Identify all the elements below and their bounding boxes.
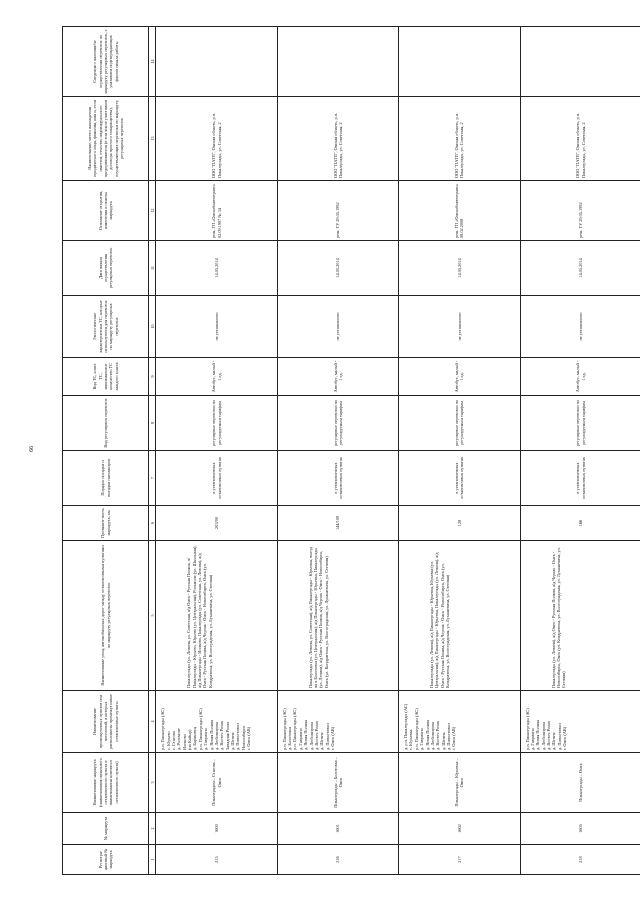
stop-item: д. Пиполтовки xyxy=(324,723,330,750)
table-row xyxy=(399,27,520,875)
route-info xyxy=(277,27,398,97)
stop-item: д. Ясная Поляна xyxy=(535,720,541,750)
reg-number: 216 xyxy=(277,845,398,875)
stop-item: с. Стасова xyxy=(171,731,177,750)
boarding-order: в установленных остановочных пунктах xyxy=(156,451,277,506)
column-number-row xyxy=(149,27,156,875)
route-name: Пикалергады – Юрьевка – Омск xyxy=(399,753,520,813)
stop-item: д. Восточ Ролах xyxy=(435,720,441,750)
stop-item: д. Шенем xyxy=(229,732,235,750)
vehicle-class: Автобус, малый - 1 ед. xyxy=(156,358,277,396)
table-row xyxy=(156,27,277,875)
stop-item: р.п. Пикалергады (АС) xyxy=(281,708,287,750)
stop-item: д. Гавриино xyxy=(529,728,535,750)
route-basis: реш. ТУ 29.05.1992 xyxy=(520,181,640,241)
stop-item: г. Омск (АВ) xyxy=(246,726,252,750)
header-cell: Вид ТС, класс ТС, максимальное количество ТС каждого класса xyxy=(63,358,149,396)
route-length: 128 xyxy=(399,506,520,541)
stop-item: (их Кайыр) xyxy=(187,729,193,750)
route-streets: Пикалергады (ул. Ленина), а/д Омск - Русская Поляна, а/д Черлак - Омск - Новосибирск, Омск (ул. Кондратюка, ул. Волгоградская, ул. Лукашевича, ул. Степная) xyxy=(520,541,640,691)
column-number: 4 xyxy=(149,691,156,753)
stop-item: д. Бараковец xyxy=(192,727,198,750)
stop-item: д. Восточ Ролах xyxy=(313,720,319,750)
intermediate-stops xyxy=(277,691,398,753)
route-streets: Пикалергады (ул. Ленина), а/д Пикалергады - Юрьевка, Юрьевка (ул. Центральная), а/д Пикалергады - Юрьевка, Пикалергады (ул. Ленина), а/д Омск - Русская Поляна, а/д Черлак - Омск - Новосибирск, Омск (ул. Кондратюка, ул. Волгоградская, ул. Лукашевича, ул. Степная) xyxy=(399,541,520,691)
route-basis: реш. ТУ 29.05.1992 xyxy=(277,181,398,241)
stop-item: д. Восточ Ролах xyxy=(545,720,551,750)
header-cell: Протяжен-ность маршрута, км xyxy=(63,506,149,541)
stop-item: д. Болотовка xyxy=(287,726,293,750)
reg-number: 215 xyxy=(156,845,277,875)
stop-item: с. Юрьево xyxy=(165,731,171,750)
route-streets: Пикалергады (ул. Ленина, ул. Советская, а/д Омск - Русская Поляна, п/Пикалергады - Юрьево, Юрьево (ул. Центральная), Рольмоне (ул. Школьная), а/д Пикалергады - Ионково, Пикалергады (ул. Советская, ул. Ленина), а/д Омск - Русская Поляна, а/д Черлак - Омск - Новосибирск, Омск (ул. Кондратюка, ул. Волгоградская, ул. Лукашевича, ул. Степная) xyxy=(156,541,277,691)
stop-item: д. р.п. Пикалергады (АС) xyxy=(403,703,409,750)
boarding-order: в установленных остановочных пунктах xyxy=(277,451,398,506)
route-number: 1601 xyxy=(277,813,398,845)
stop-item: д. Пиполтовки xyxy=(235,723,241,750)
stop-item: р.п. Пикалергады (АС) xyxy=(160,708,166,750)
carrier: ООО "ПАТП", Омская область, р.п. Пикалергады, ул. Советская, 2 xyxy=(277,97,398,181)
route-basis: реш. ГП «Омскоблавтотранс» 08.02.2008 xyxy=(399,181,520,241)
header-cell: Вид регулярных перевозок xyxy=(63,396,149,451)
column-number: 10 xyxy=(149,296,156,358)
table-row xyxy=(277,27,398,875)
header-cell: Сведения о наличии/не осуществлении перевозок по маршруту регулярных перевозок, с указанием подтверждающих фактов начала работы xyxy=(63,27,149,97)
stop-item: д. Гавриино xyxy=(297,728,303,750)
column-number: 9 xyxy=(149,358,156,396)
table-row xyxy=(520,27,640,875)
header-cell: Порядок посадки и высадки пассажиров xyxy=(63,451,149,506)
stop-item: д. Любомирова xyxy=(213,722,219,750)
transport-type: регулярные перевозки по регулируемым тарифам xyxy=(277,396,398,451)
stop-item: д. Гавриино xyxy=(419,728,425,750)
stop-item: д. Пиполтовки xyxy=(446,723,451,750)
stop-item: д. Восточ Ролах xyxy=(219,720,225,750)
route-number: 1600 xyxy=(156,813,277,845)
start-date: 14.05.2014 xyxy=(277,241,398,296)
stop-item: д. Любомирова xyxy=(429,722,435,750)
stop-item: р.п. Пикалергады (АС) xyxy=(413,708,419,750)
stop-item: д. Шенем xyxy=(319,732,325,750)
stop-item: д. Шенем xyxy=(440,732,446,750)
start-date: 14.05.2014 xyxy=(156,241,277,296)
header-row xyxy=(63,27,149,875)
stop-item: р.п. Пикалергады (АС) xyxy=(197,708,203,750)
route-length: 166 xyxy=(520,506,640,541)
route-number: 1605 xyxy=(520,813,640,845)
header-cell: Наименование промежуточных пунктов или поселений, в которых расположены промежуточные остановочные пункты xyxy=(63,691,149,753)
stop-item: д. Любомирова xyxy=(540,722,546,750)
stop-item: г. Омск (АВ) xyxy=(451,726,457,750)
stop-item: р.п. Пикалергады (АС) xyxy=(292,708,298,750)
carrier: ООО "ПАТП", Омская область, р.п. Пикалергады, ул. Советская, 2 xyxy=(520,97,640,181)
header-cell: № маршрута xyxy=(63,813,149,845)
route-info xyxy=(399,27,520,97)
header-cell: Наименование улиц, автомобильных дорог между остановочными пунктами по маршруту регулярных перевозок xyxy=(63,541,149,691)
header-cell: Наименование, место нахождения юридического лица, фамилия, имя и, если имеется, отчество индивидуального предпринимателя (в том числе участников договора простого товарищества), осуществляющих перевозки по маршруту регулярных перевозок xyxy=(63,97,149,181)
route-length: 203/90 xyxy=(156,506,277,541)
column-number: 12 xyxy=(149,181,156,241)
route-name: Пикалергады – Омск xyxy=(520,753,640,813)
column-number: 11 xyxy=(149,241,156,296)
header-cell: Основание открытия, изменения и отмены маршрута xyxy=(63,181,149,241)
stop-item: г. Омск (АВ) xyxy=(329,726,335,750)
route-number: 1602 xyxy=(399,813,520,845)
column-number: 5 xyxy=(149,541,156,691)
column-number: 7 xyxy=(149,451,156,506)
stop-item: с. Юрьевка xyxy=(408,729,414,750)
header-cell: Наименование маршрута (наименования начального остановочного пункта и наименования конечного остановочного пункта) xyxy=(63,753,149,813)
stop-item: д. Ясная Поляна xyxy=(303,720,309,750)
stop-item: д. Гавриино xyxy=(203,728,209,750)
stop-item: д. Любомирова xyxy=(308,722,314,750)
carrier: ООО "ПАТП", Омская область, р.п. Пикалергады, ул. Советская, 2 xyxy=(399,97,520,181)
transport-type: регулярные перевозки по регулируемым тарифам xyxy=(520,396,640,451)
vehicle-class: Автобус, малый - 1 ед. xyxy=(277,358,398,396)
eco-characteristics: не установлено xyxy=(399,296,520,358)
stop-item: Ионково xyxy=(181,734,187,750)
intermediate-stops xyxy=(156,691,277,753)
route-info xyxy=(156,27,277,97)
route-streets: Пикалергады (ул. Ленина, ул. Советская), а/д Пикалергады - Юрьевка, выезд на в Болотовка (ул. Центральная), а/д Пикалергады - Юрьевка, Пикалергады (ул. Ленина), а/д Омск - Русская Поляна, а/д Черлак - Омск - Новосибирск, Омск (ул. Кондратюка, ул. Волгоградская, ул. Лукашевича, ул. Степная) xyxy=(277,541,398,691)
column-number: 3 xyxy=(149,753,156,813)
header-cell: Экологические характеристики ТС, которые используются для перевозок по маршруту регулярных перевозок xyxy=(63,296,149,358)
stop-item: р.п. Пикалергады (АС) xyxy=(524,708,530,750)
stop-item: д. Ясная Поляна xyxy=(424,720,430,750)
column-number: 6 xyxy=(149,506,156,541)
eco-characteristics: не установлено xyxy=(156,296,277,358)
column-number: 13 xyxy=(149,97,156,181)
eco-characteristics: не установлено xyxy=(277,296,398,358)
stop-item: д. Пиполтовки xyxy=(556,723,562,750)
stop-item: Западная Ролах xyxy=(224,721,230,750)
intermediate-stops xyxy=(520,691,640,753)
vehicle-class: Автобус, малый - 1 ед. xyxy=(399,358,520,396)
transport-type: регулярные перевозки по регулируемым тарифам xyxy=(156,396,277,451)
column-number: 1 xyxy=(149,845,156,875)
routes-register-table xyxy=(62,26,640,875)
stop-item: д. Ясная Поляна xyxy=(208,720,214,750)
stop-item: Новосибирск xyxy=(240,725,246,750)
route-name: Пикалерадом – Стасова – Омск xyxy=(156,753,277,813)
route-info xyxy=(520,27,640,97)
route-basis: реш. ГП «Омскоблавтотранс» 02.09.1997 № 34 xyxy=(156,181,277,241)
rotated-sheet xyxy=(62,27,640,875)
carrier: ООО "ПАТП", Омская область, р.п. Пикалергады, ул. Советская, 2 xyxy=(156,97,277,181)
header-cell: Дата начала осуществления регулярных перевозок xyxy=(63,241,149,296)
stop-item: д. Рольмоне xyxy=(176,728,182,750)
page-number: 66 xyxy=(29,446,35,452)
start-date: 14.05.2014 xyxy=(399,241,520,296)
header-cell: Регистра-ционный № маршрута xyxy=(63,845,149,875)
transport-type: регулярные перевозки по регулируемым тарифам xyxy=(399,396,520,451)
stop-item: г. Омск (АВ) xyxy=(562,726,568,750)
column-number: 2 xyxy=(149,813,156,845)
intermediate-stops xyxy=(399,691,520,753)
column-number: 14 xyxy=(149,27,156,97)
boarding-order: в установленных остановочных пунктах xyxy=(520,451,640,506)
route-name: Пикалергады – Болотовка – Омск xyxy=(277,753,398,813)
route-length: 144/109 xyxy=(277,506,398,541)
stop-item: д. Шенем xyxy=(551,732,557,750)
reg-number: 217 xyxy=(399,845,520,875)
reg-number: 218 xyxy=(520,845,640,875)
boarding-order: в установленных остановочных пунктах xyxy=(399,451,520,506)
vehicle-class: Автобус, малый - 1 ед. xyxy=(520,358,640,396)
column-number: 8 xyxy=(149,396,156,451)
start-date: 14.05.2014 xyxy=(520,241,640,296)
eco-characteristics: не установлено xyxy=(520,296,640,358)
